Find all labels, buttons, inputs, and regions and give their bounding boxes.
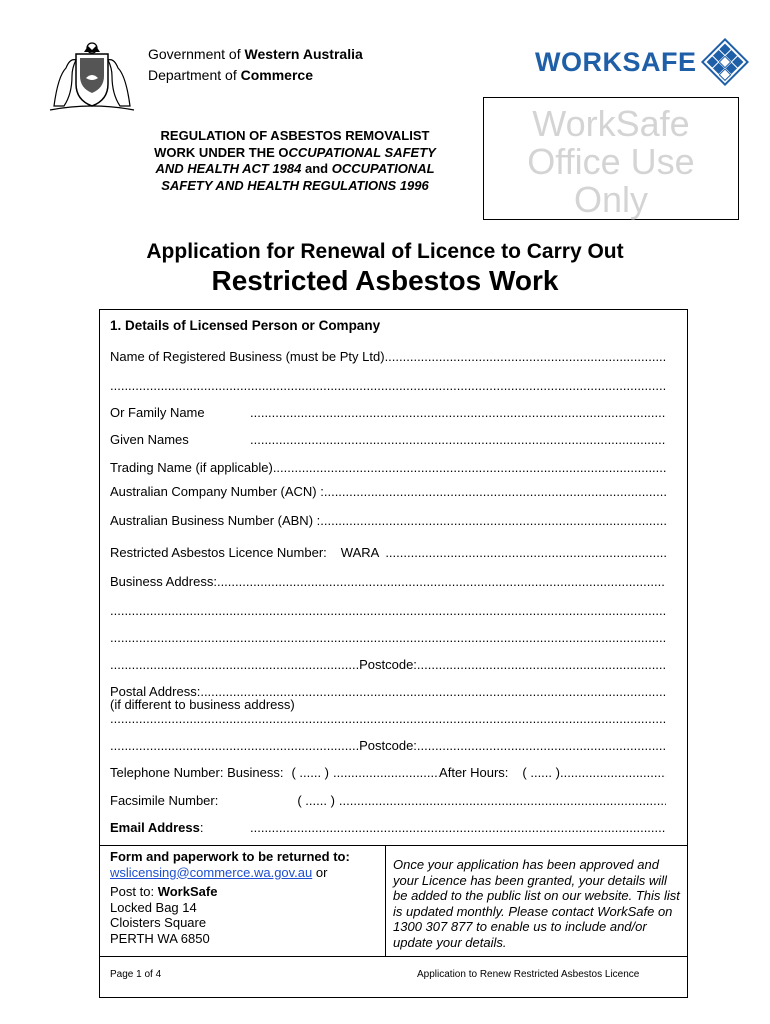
- business-postcode-field[interactable]: ..... Postcode: .....: [110, 657, 666, 672]
- page-title: Application for Renewal of Licence to Carry Out: [146, 240, 624, 263]
- acn-field[interactable]: Australian Company Number (ACN) : .....: [110, 484, 666, 499]
- business-name-field-line2[interactable]: [110, 378, 666, 393]
- divider: [385, 845, 386, 956]
- business-address-field[interactable]: Business Address: .....: [110, 574, 666, 589]
- postal-postcode-field[interactable]: ..... Postcode: .....: [110, 738, 666, 753]
- given-names-field[interactable]: Given Names .....: [110, 432, 666, 447]
- worksafe-diamond-icon: [701, 38, 749, 86]
- family-name-field[interactable]: Or Family Name .....: [110, 405, 666, 420]
- government-header: Government of Western Australia Department of Commerce: [148, 46, 363, 83]
- divider: [99, 845, 688, 846]
- business-address-line3[interactable]: [110, 630, 666, 645]
- facsimile-field[interactable]: Facsimile Number: ( ...... ) .....: [110, 793, 666, 808]
- postal-address-note: (if different to business address): [110, 697, 295, 712]
- email-link[interactable]: wslicensing@commerce.wa.gov.au: [110, 864, 313, 880]
- regulation-heading: REGULATION OF ASBESTOS REMOVALIST WORK UNDER THE OCCUPATIONAL SAFETY AND HEALTH ACT 1984 and OCCUPATIONAL SAFETY AND HEALTH REGULATIONS 1996: [154, 128, 436, 193]
- page-subtitle: Restricted Asbestos Work: [211, 265, 559, 296]
- worksafe-wordmark: WORKSAFE: [535, 46, 697, 77]
- office-use-box: WorkSafe Office Use Only: [483, 97, 739, 220]
- page-number: Page 1 of 4: [110, 969, 162, 980]
- postal-address-line2[interactable]: [110, 711, 666, 726]
- telephone-field[interactable]: Telephone Number: Business: ( ...... ) ..... After Hours: ( ...... ) .....: [110, 765, 666, 780]
- divider: [99, 956, 688, 957]
- footer-title: Application to Renew Restricted Asbestos Licence: [417, 969, 640, 980]
- business-address-line2[interactable]: [110, 603, 666, 618]
- coat-of-arms-icon: [46, 40, 138, 112]
- licence-number-field[interactable]: Restricted Asbestos Licence Number: WARA .....: [110, 545, 666, 560]
- email-field[interactable]: Email Address: .....: [110, 820, 666, 835]
- return-instructions: Form and paperwork to be returned to: wslicensing@commerce.wa.gov.au or Post to: WorkSafe Locked Bag 14 Cloisters Square PERTH WA 6850: [110, 849, 350, 946]
- abn-field[interactable]: Australian Business Number (ABN) : .....: [110, 513, 666, 528]
- public-list-notice: Once your application has been approved and your Licence has been granted, your details will be added to the public list on our website. This list is updated monthly. Please contact WorkSafe on 1300 307 877 to enable us to include and/or update your details.: [393, 857, 680, 950]
- business-name-field[interactable]: Name of Registered Business (must be Pty Ltd) .....: [110, 349, 666, 364]
- worksafe-logo: [535, 38, 749, 86]
- section-heading: 1. Details of Licensed Person or Company: [110, 318, 381, 333]
- trading-name-field[interactable]: Trading Name (if applicable) .....: [110, 460, 666, 475]
- postal-address-field[interactable]: Postal Address: .....: [110, 684, 666, 699]
